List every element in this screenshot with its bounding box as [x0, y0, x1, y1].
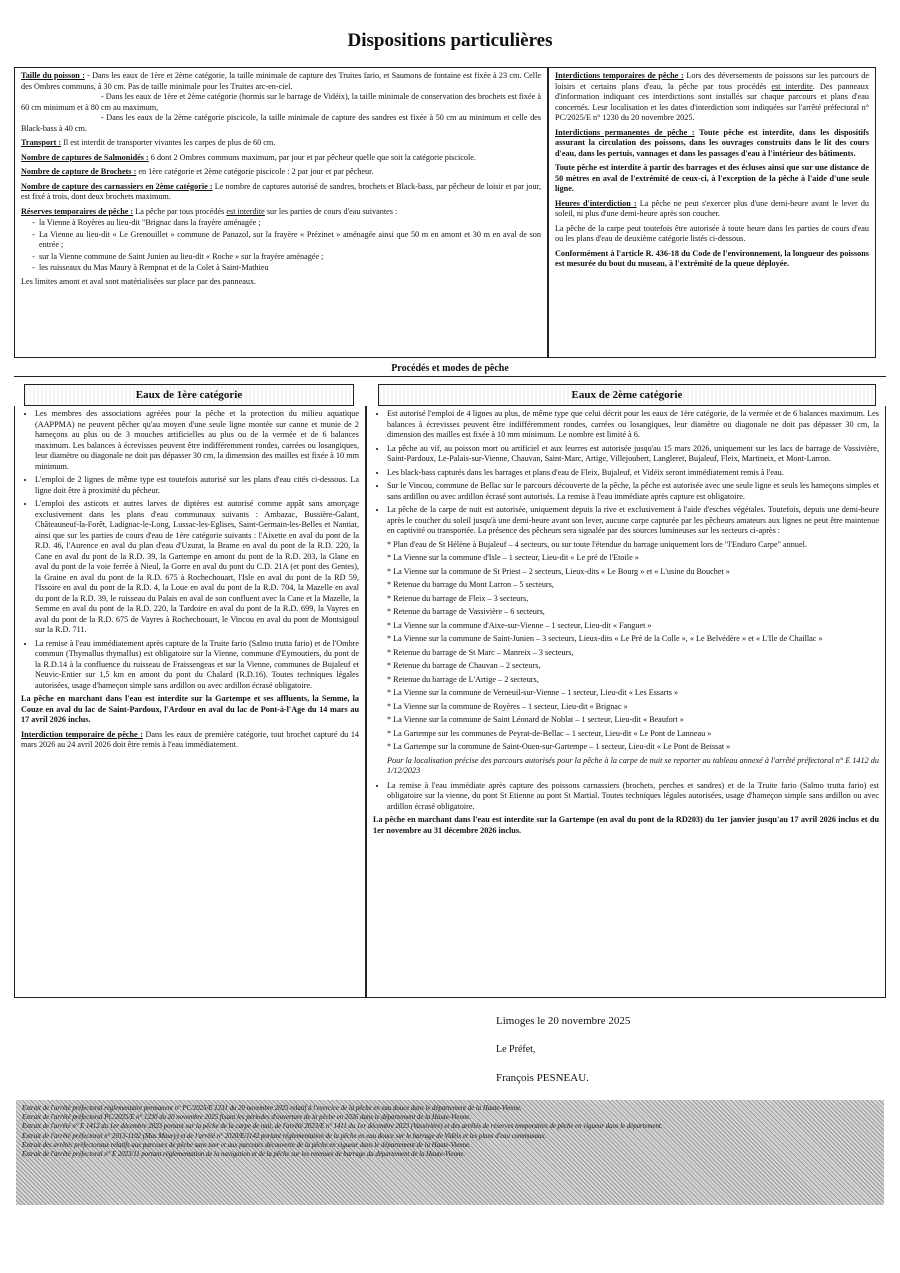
taille-text: Dans les eaux de 1ère et 2ème catégorie, la taille minimale de capture des Truites fario, et Saumons de fontaine est fixée à 23 cm. Celle des Ombres communs, à 30 cm. Pas de taille minimale pour les Truites arc-en-ciel.	[21, 71, 541, 91]
sector-item: * Retenue du barrage de Chauvan – 2 secteurs,	[387, 661, 541, 670]
temporaires-text-a: Lors des déversements de poissons sur les parcours de loisirs et certains plans d'eau, la pêche par tous procédés	[555, 71, 870, 91]
col1-temp-label: Interdiction temporaire de pêche :	[21, 729, 143, 739]
list-item: • La pêche de la carpe de nuit est autorisée, uniquement depuis la rive et exclusivement à l'aide d'esches végétales. Toutefois, depuis une demi-heure après le coucher du soleil jusqu'à une demi-heure avant son lever, aucune carpe capturée par les pêcheurs amateurs aux lignes ne peut être maintenue en captivité ou transportée. La présence des pêcheurs sera signalée par des sources lumineuses sur les secteurs ci-après :	[387, 505, 879, 537]
brochets-label: Nombre de capture de Brochets :	[21, 167, 137, 176]
reserves-list	[21, 218, 541, 274]
sector-item: * Plan d'eau de St Hélène à Bujaleuf – 4 secteurs, ou sur toute l'étendue du barrage uniquement lors de "l'Enduro Carpe" annuel.	[387, 539, 807, 549]
sector-item: * La Vienne sur la commune d'Isle – 1 secteur, Lieu-dit « Le pré de l'Etoile »	[387, 553, 639, 562]
list-item: • L'emploi de 2 lignes de même type est toutefois autorisé sur les plans d'eau cités ci-dessous. La ligne doit être à proximité du pêcheur.	[35, 475, 359, 496]
sector-item: * La Vienne sur la commune de Verneuil-sur-Vienne – 1 secteur, Lieu-dit « Les Essarts »	[387, 688, 679, 697]
footer-line: Extrait de l'arrêté préfectoral n° E 2023/11 portant réglementation de la navigation et de la pêche sur les retenues de barrage du département de la Haute-Vienne.	[22, 1151, 466, 1159]
list-item: • L'emploi des asticots et autres larves de diptères est autorisé comme appât sans amorçage exclusivement dans les plans d'eau communaux suivants : Ambazac, Bussière-Galant, Châteauneuf-la-Forêt, Ladignac-le-Long, Lussac-les-Eglises, Saint-Germain-les-Belles et Nantiat, ainsi que sur les parties de cours d'eau de 1ère catégorie suivants : l'Aixette en aval du pont de la R.D. 46, l'Aurence en aval du plan d'eau d'Uzurat, la Brame en aval du pont de la R.D. 220, la Cane en aval du pont de la R.D. 39, la Gartempe en amont du pont de la R.D. 203, la Glane en aval du pont de la voie ferrée à Nieul, la Gorre en aval du pont du C.D. 21A (et pont des Gentes), la Graine en aval du pont de la R.D. 675 à Rochechouart, l'Isle en aval du pont de la RD 59, l'Issoire en aval du pont de la R.D. 4, la Loue en aval du pont de la R.D. 704, la Mazelle en aval du pont de la R.D. 39, le ruisseau du Palais en aval de son confluent avec la Cane et la Mazelle, la Semme en aval du pont de la R.D. 220, la Tardoire en aval du pont de la R.D. 699, la Vayres en aval du pont de la R.D. 675 de Vayres à Rochechouart, le Vincou en aval du pont de Montsigoul sur la R.D. 711.	[35, 499, 359, 636]
section-divider	[14, 376, 886, 377]
barrages-text: Toute pêche est interdite à partir des barrages et des écluses ainsi que sur une distance de 50 mètres en aval de l'extrémité de ceux-ci, à l'exception de la pêche à l'aide d'une seule ligne.	[555, 163, 869, 193]
list-item: - les ruisseaux du Mas Maury à Rempnat et de la Colet à Saint-Mathieu	[39, 263, 541, 274]
sector-item: * Retenue du barrage de L'Artige – 2 secteurs,	[387, 674, 539, 684]
list-item: • Sur le Vincou, commune de Bellac sur le parcours découverte de la pêche, la pêche est autorisée avec une seule ligne et seuls les hameçons simples et sans ardillon ou avec ardillon écrasé sont autorisés. La remise à l'eau immédiate après capture est obligatoire.	[387, 481, 879, 502]
col1-list	[21, 409, 359, 691]
sector-item: * Retenue du barrage du Mont Larron – 5 secteurs,	[387, 580, 554, 589]
carnassiers-label: Nombre de capture des carnassiers en 2ème catégorie :	[21, 181, 213, 191]
carpe-sectors-list	[373, 540, 879, 753]
list-item: - La Vienne au lieu-dit « Le Grenouillet » commune de Panazol, sur la frayère « Prézinet » aménagée ainsi que 50 m en amont et 30 m en aval de son entrée ;	[39, 230, 541, 251]
page-title: Dispositions particulières	[347, 30, 553, 51]
reserves-section	[21, 207, 541, 218]
footer-line: Extrait de l'arrêté n° E 1412 du 1er décembre 2023 portant sur la pêche de la carpe de nuit, de l'arrêté 2023/E n° 1411 du 1er décembre 2023 (Vassivière) et des arrêtés de réserves temporaires de pêche en vigueur dans le département.	[22, 1123, 663, 1131]
taille-section: Taille du poisson : - Dans les eaux de 1ère et 2ème catégorie, la taille minimale de capture des Truites fario, et Saumons de fontaine est fixée à 23 cm. Celle des Ombres communs, à 30 cm. Pas de taille minimale pour les Truites arc-en-ciel. - Dans les eaux de 1ère et 2ème catégorie (hormis sur le barrage de Vidéix), la taille minimale de conservation des brochets est fixée à 60 cm minimum et à 80 cm au maximum, - Dans les eaux de la 2ème catégorie piscicole, la taille minimale de capture des sandres est fixée à 50 cm au minimum et celle des Black-bass à 40 cm.	[21, 71, 541, 133]
salmonides-label: Nombre de captures de Salmonidés :	[21, 152, 149, 162]
list-item: • Les black-bass capturés dans les barrages et plans d'eau de Fleix, Bujaleuf, et Vidéix seront immédiatement remis à l'eau.	[387, 468, 879, 479]
reserves-note: Les limites amont et aval sont matérialisées sur place par des panneaux.	[21, 276, 257, 286]
top-left-box	[14, 67, 548, 358]
list-item: • La remise à l'eau immédiatement après capture de la Truite fario (Salmo trutta fario) et de l'Ombre commun (Thymallus thymallus) est obligatoire sur la Vienne, commune d'Eymoutiers, du pont de la R.D.14 à la confluence du ruisseau de Fraissengeas et sur la Vienne, communes de Bujaleuf et Neuvic-Entier sur 1,5 km en amont du pont du Chalard (R.D.16). Toutes techniques légales autorisées, usage d'hameçon simple sans ardillon ou avec ardillon écrasé obligatoire.	[35, 639, 359, 692]
permanentes-text: Toute pêche est interdite, dans les dispositifs assurant la circulation des poissons, dans les ouvrages construits dans le lit des cours d'eau, dans les pertuis, vannages et dans les passages d'eau à l'intérieur des bâtiments.	[555, 127, 869, 158]
col1-temp-section	[21, 730, 359, 751]
taille-text-3: - Dans les eaux de la 2ème catégorie piscicole, la taille minimale de capture des sandres est fixée à 50 cm au minimum et celle des Black-bass à 40 cm.	[21, 113, 541, 133]
list-item: - la Vienne à Royères au lieu-dit "Brignac dans la frayère aménagée ;	[39, 218, 541, 229]
signature-role: Le Préfet,	[496, 1044, 536, 1055]
signature-place-date: Limoges le 20 novembre 2025	[496, 1015, 631, 1027]
transport-section	[21, 138, 541, 149]
salmonides-text: 6 dont 2 Ombres communs maximum, par jour et par pêcheur quelle que soit la catégorie piscicole.	[150, 152, 476, 162]
transport-text: Il est interdit de transporter vivantes les carpes de plus de 60 cm.	[63, 138, 276, 147]
carnassiers-text: Le nombre de captures autorisé de sandres, brochets et Black-bass, par pêcheur de loisir et par jour, est fixé à trois, dont deux brochets maximum.	[21, 181, 541, 201]
sector-item: * Retenue du barrage de St Marc – Manreix – 3 secteurs,	[387, 647, 574, 657]
list-item: • La remise à l'eau immédiate après capture des poissons carnassiers (brochets, perches et sandres) et de la Truite fario (Salmo trutta fario) est obligatoire sur la vienne, du pont St Etienne au pont St Martial. Toutes techniques légales autorisées, usage d'hameçon simple sans ardillon ou avec ardillon écrasé obligatoire.	[387, 781, 879, 813]
reserves-text-b: sur les parties de cours d'eau suivantes :	[266, 206, 398, 216]
reserves-text-u: est interdite	[226, 206, 265, 216]
top-right-box	[548, 67, 876, 358]
temporaires-text-b: . Des panneaux d'information indiquant ces interdictions sont installés sur chaque parcours et plans d'eau concernés. Leur localisation et les dates d'interdiction sont indiquées sur l'arrêté préfectoral n° PC/2025/E n° 1230 du 20 novembre 2025.	[555, 81, 869, 122]
sector-item: * La Vienne sur la commune de Royères – 1 secteur, Lieu-dit « Brignac »	[387, 701, 628, 711]
col2-heading: Eaux de 2ème catégorie	[378, 384, 876, 406]
reserves-label: Réserves temporaires de pêche :	[21, 206, 134, 216]
heures-label: Heures d'interdiction :	[555, 198, 637, 208]
sector-item: * La Vienne sur la commune d'Aixe-sur-Vienne – 1 secteur, Lieu-dit « Fanguet »	[387, 620, 652, 630]
sector-item: * Retenue du barrage de Fleix – 3 secteurs,	[387, 593, 529, 603]
list-item: • Les membres des associations agréées pour la pêche et la protection du milieu aquatique (AAPPMA) ne peuvent pêcher qu'au moyen d'une seule ligne montée sur canne et munie de 2 hameçons au plus ou de 3 mouches artificielles au plus ou de la vermée et de 6 balances maximum. Les balances à écrevisses peuvent être indifféremment rondes, carrées ou losangiques, leur diamètre ou diagonale ne doit pas dépasser 30 cm, la dimension des mailles est fixée à 10 mm minimum.	[35, 409, 359, 472]
col2-localisation: Pour la localisation précise des parcours autorisés pour la pêche à la carpe de nuit se reporter au tableau annexé à l'arrêté préfectoral n° E 1412 du 1/12/2023	[387, 755, 879, 775]
sector-item: * La Vienne sur la commune de St Priest – 2 secteurs, Lieux-dits « Le Bourg » et « L'usine du Bouchet »	[387, 566, 730, 576]
section-title: Procédés et modes de pêche	[391, 363, 509, 374]
temporaires-section	[555, 71, 869, 124]
heures-text: La pêche ne peut s'exercer plus d'une demi-heure avant le lever du soleil, ni plus d'une demi-heure après son coucher.	[555, 198, 870, 218]
transport-label: Transport :	[21, 138, 62, 147]
col2-box	[366, 406, 886, 998]
heures-section	[555, 199, 869, 220]
temporaires-text-u: est interdite	[771, 81, 813, 91]
permanentes-section	[555, 128, 869, 160]
sector-item: * La Vienne sur la commune de Saint-Junien – 3 secteurs, Lieux-dits « Le Pré de la Colle », « Le Belvédère » et « L'Ile de Chaillac »	[387, 634, 823, 643]
temporaires-label: Interdictions temporaires de pêche :	[555, 71, 684, 80]
sector-item: * La Gartempe sur les communes de Peyrat-de-Bellac – 1 secteur, Lieu-dit « Le Pont de Lanneau »	[387, 728, 712, 738]
footer-references	[16, 1100, 884, 1205]
brochets-text: en 1ère catégorie et 2ème catégorie piscicole : 2 par jour et par pêcheur.	[138, 167, 374, 176]
footer-line: Extrait de l'arrêté préfectoral réglementaire permanent n° PC/2025/E 1231 du 20 novembre 2025 relatif à l'exercice de la pêche en eau douce dans le département de la Haute-Vienne.	[22, 1105, 522, 1112]
col2-marchant: La pêche en marchant dans l'eau est interdite sur la Gartempe (en aval du pont de la RD203) du 1er janvier jusqu'au 17 avril 2026 inclus et du 1er novembre au 31 décembre 2026 inclus.	[373, 815, 879, 835]
signature-name: François PESNEAU.	[496, 1072, 589, 1084]
list-item: • La pêche au vif, au poisson mort ou artificiel et aux leurres est autorisée jusqu'au 15 mars 2026, uniquement sur les lacs de barrage de Vassivière, Saint-Pardoux, Le-Palais-sur-Vienne, Chauvan, Saint-Marc, Artige, Villejoubert, Langleret, Bujaleuf, Fleix, Martineix, et Mont-Larron.	[387, 444, 879, 465]
footer-line: Extrait de l'arrêté préfectoral PC/2025/E n° 1230 du 20 novembre 2025 fixant les périodes d'ouverture de la pêche en 2026 dans le département de la Haute-Vienne.	[22, 1114, 471, 1122]
footer-line: Extrait de l'arrêté préfectoral n° 2013-1102 (Mas Maury) et de l'arrêté n° 2020/E/1142 portant réglementation de la pêche en eau douce sur le barrage de Vidéix et les plans d'eau communaux.	[22, 1132, 547, 1140]
sector-item: * La Vienne sur la commune de Saint Léonard de Noblat – 1 secteur, Lieu-dit « Beaufort »	[387, 715, 684, 724]
col1-heading: Eaux de 1ère catégorie	[24, 384, 354, 406]
carpe-text: La pêche de la carpe peut toutefois être autorisée à toute heure dans les parties de cours d'eau ou les plans d'eau de deuxième catégorie listés ci-dessous.	[555, 223, 869, 243]
article-text: Conformément à l'article R. 436-18 du Code de l'environnement, la longueur des poissons est mesurée du bout du museau, à l'extrémité de la queue déployée.	[555, 248, 869, 268]
col1-box	[14, 406, 366, 998]
sector-item: * Retenue du barrage de Vassivière – 6 secteurs,	[387, 607, 545, 616]
col2-list	[373, 409, 879, 537]
salmonides-section	[21, 153, 541, 164]
brochets-section	[21, 167, 541, 178]
list-item: - sur la Vienne commune de Saint Junien au lieu-dit « Roche » sur la frayère aménagée ;	[39, 252, 541, 263]
col1-temp-text: Dans les eaux de première catégorie, tout brochet capturé du 14 mars 2026 au 24 avril 2026 doit être remis à l'eau immédiatement.	[21, 729, 360, 749]
taille-label: Taille du poisson :	[21, 71, 85, 80]
col2-list-2	[373, 781, 879, 813]
carnassiers-section	[21, 182, 541, 203]
reserves-text-a: La pêche par tous procédés	[135, 206, 225, 216]
list-item: • Est autorisé l'emploi de 4 lignes au plus, de même type que celui décrit pour les eaux de 1ère catégorie, de la vermée et de 6 balances maximum. Les balances à écrevisses peuvent être indifféremment rondes, carrées ou losangiques, leur diamètre ou diagonale ne doit pas dépasser 30 cm, la dimension des mailles est fixée à 10 mm minimum. Le nombre est limité à 6.	[387, 409, 879, 441]
col1-marchant: La pêche en marchant dans l'eau est interdite sur la Gartempe et ses affluents, la Semme, la Couze en aval du lac de Saint-Pardoux, l'Ardour en aval du lac de Pont-à-l'Age du 14 mars au 17 avril 2026 inclus.	[21, 694, 359, 724]
sector-item: * La Gartempe sur la commune de Saint-Ouen-sur-Gartempe – 1 secteur, Lieu-dit « Le Pont de Beissat »	[387, 742, 731, 751]
taille-text-2: - Dans les eaux de 1ère et 2ème catégorie (hormis sur le barrage de Vidéix), la taille minimale de conservation des brochets est fixée à 60 cm minimum et à 80 cm au maximum,	[21, 92, 541, 112]
footer-line: Extrait des arrêtés préfectoraux relatifs aux parcours de pêche sans tuer et aux parcours découverte de la pêche en vigueur dans le département de la Haute-Vienne.	[22, 1141, 471, 1149]
permanentes-label: Interdictions permanentes de pêche :	[555, 127, 695, 137]
